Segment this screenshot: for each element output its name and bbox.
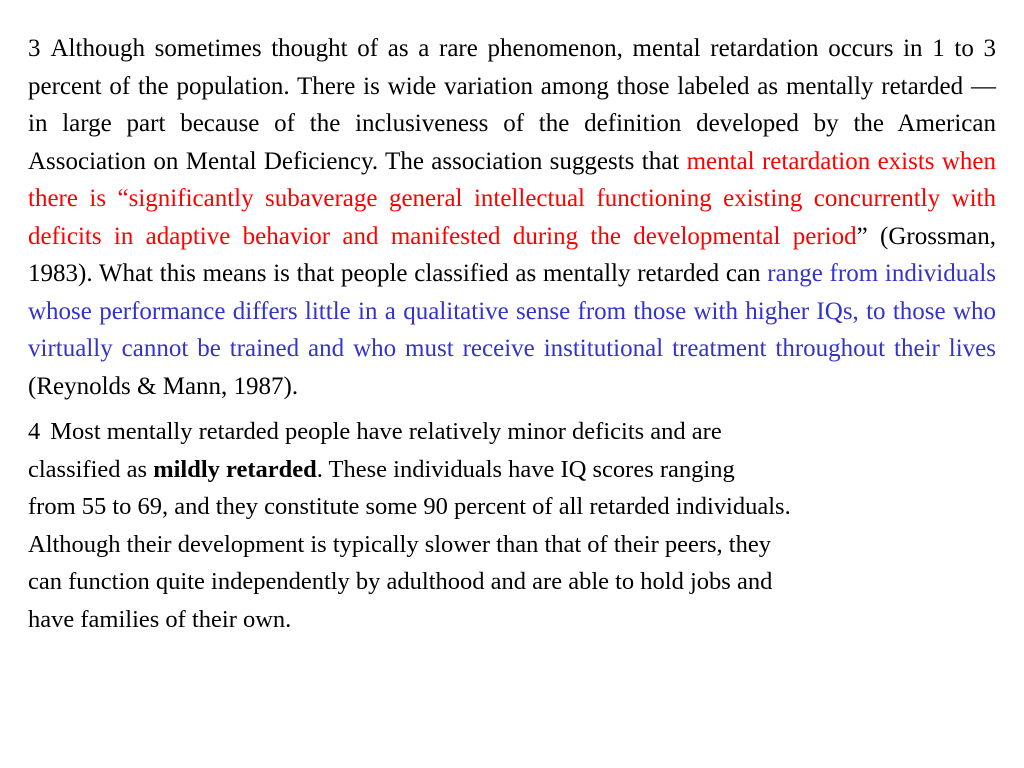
paragraph-line — [28, 413, 1008, 451]
paragraph-line-text: . These individuals have IQ scores ranging — [316, 455, 735, 483]
paragraph-number: 4 — [28, 418, 41, 445]
paragraph-line: Although their development is typically slower than that of their peers, they — [28, 530, 771, 558]
paragraph-text: Although sometimes thought of as a rare phenomenon, mental retardation occurs in 1 to 3 percent of the population. There is wide variation among those labeled as mentally retarded — in large part because of the inclusiveness of the definition developed by the American Association on Mental Deficiency. The association suggests that — [28, 35, 996, 175]
definition-quote-highlight: mental retardation exists when there is “significantly subaverage general intellectual functioning existing concurrently with deficits in adaptive behavior and manifested during the developmental period — [28, 147, 996, 250]
paragraph-number: 3 — [28, 35, 41, 62]
paragraph-text: (Reynolds & Mann, 1987). — [28, 372, 299, 400]
paragraph-text: ” (Grossman, 1983). What this means is that people classified as mentally retarded can — [28, 222, 996, 287]
slide-content — [28, 30, 996, 638]
paragraph-line-text: classified as — [28, 455, 154, 483]
paragraph-4 — [28, 413, 1008, 638]
mildly-retarded-term: mildly retarded — [153, 455, 317, 483]
paragraph-line — [28, 451, 1008, 489]
paragraph-line: from 55 to 69, and they constitute some 90 percent of all retarded individuals. — [28, 493, 791, 520]
paragraph-line: have families of their own. — [28, 605, 292, 633]
paragraph-line-text: Most mentally retarded people have relatively minor deficits and are — [50, 418, 722, 445]
paragraph-3 — [28, 30, 996, 405]
paragraph-line: can function quite independently by adulthood and are able to hold jobs and — [28, 568, 773, 595]
range-description-highlight: range from individuals whose performance differs little in a qualitative sense from those with higher IQs, to those who virtually cannot be trained and who must receive institutional treatment throughout their lives — [28, 260, 996, 362]
